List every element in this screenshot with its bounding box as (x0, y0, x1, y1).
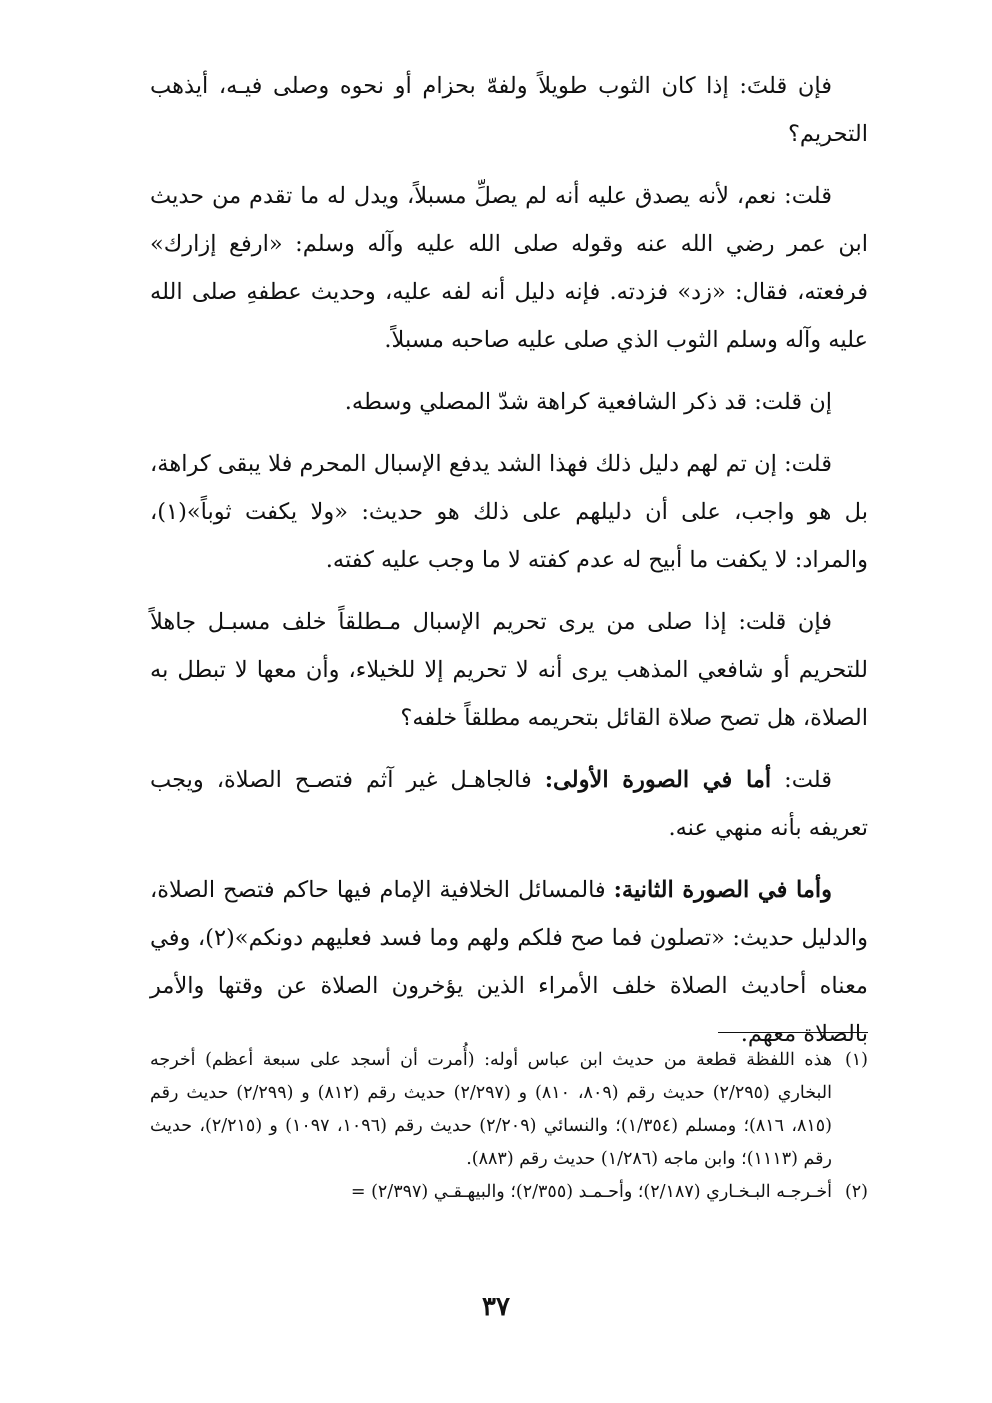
paragraph-6-lead: قلت: (771, 767, 833, 793)
footnote-2-text: أخـرجـه البـخـاري (٢/١٨٧)؛ وأحـمـد (٢/٣٥٥)؛ والبيهـقـي (٢/٣٩٧) = (350, 1182, 832, 1202)
paragraph-6 (150, 756, 868, 852)
paragraph-2: قلت: نعم، لأنه يصدق عليه أنه لم يصلِّ مسبلاً، ويدل له ما تقدم من حديث ابن عمر رضي الله عنه وقوله صلى الله عليه وآله وسلم: «ارفع إزارك» فرفعته، فقال: «زد» فزدته. فإنه دليل أنه لفه عليه، وحديث عطفهِ صلى الله عليه وآله وسلم الثوب الذي صلى عليه صاحبه مسبلاً. (150, 183, 868, 353)
paragraph-5: فإن قلت: إذا صلى من يرى تحريم الإسبال مـطلقاً خلف مسبـل جاهلاً للتحريم أو شافعي المذهب يرى أنه لا تحريم إلا للخيلاء، وأن معها لا تبطل به الصلاة، هل تصح صلاة القائل بتحريمه مطلقاً خلفه؟ (150, 609, 868, 731)
footnote-1-text: هذه اللفظة قطعة من حديث ابن عباس أوله: (أُمرت أن أسجد على سبعة أعظم) أخرجه البخاري (٢/٢٩٥) حديث رقم (٨٠٩، ٨١٠) و (٢/٢٩٧) حديث رقم (٨١٢) و (٢/٢٩٩) حديث رقم (٨١٥، ٨١٦)؛ ومسلم (١/٣٥٤)؛ والنسائي (٢/٢٠٩) حديث رقم (١٠٩٦، ١٠٩٧) و (٢/٢١٥)، حديث رقم (١١١٣)؛ وابن ماجه (١/٢٨٦) حديث رقم (٨٨٣). (150, 1050, 832, 1169)
paragraph-4: قلت: إن تم لهم دليل ذلك فهذا الشد يدفع الإسبال المحرم فلا يبقى كراهة، بل هو واجب، على أن دليلهم على ذلك هو حديث: «ولا يكفت ثوباً»(١)، والمراد: لا يكفت ما أبيح له عدم كفته لا ما وجب عليه كفته. (150, 451, 868, 573)
footnote-1 (150, 1044, 868, 1176)
page-number: ٣٧ (482, 1292, 510, 1322)
paragraph-7-text: فالمسائل الخلافية الإمام فيها حاكم فتصح الصلاة، والدليل حديث: «تصلون فما صح فلكم ولهم وما فسد فعليهم دونكم»(٢)، وفي معناه أحاديث الصلاة خلف الأمراء الذين يؤخرون الصلاة عن وقتها والأمر بالصلاة معهم. (150, 877, 868, 1047)
paragraph-7 (150, 866, 868, 1058)
footnote-separator (718, 1032, 868, 1033)
paragraph-1: فإن قلتَ: إذا كان الثوب طويلاً ولفهّ بحزام أو نحوه وصلى فيـه، أيذهب التحريم؟ (150, 73, 868, 147)
main-text (150, 62, 868, 1072)
footnote-2 (150, 1176, 868, 1209)
footnote-1-number: (١) (844, 1050, 868, 1070)
paragraph-7-heading: وأما في الصورة الثانية: (613, 877, 832, 903)
paragraph-3: إن قلت: قد ذكر الشافعية كراهة شدّ المصلي وسطه. (344, 389, 832, 415)
footnotes (150, 1044, 868, 1209)
paragraph-6-text: فالجاهـل غير آثم فتصـح الصلاة، ويجب تعريفه بأنه منهي عنه. (150, 767, 868, 841)
paragraph-6-heading: أما في الصورة الأولى: (544, 767, 772, 793)
footnote-2-number: (٢) (844, 1182, 868, 1202)
